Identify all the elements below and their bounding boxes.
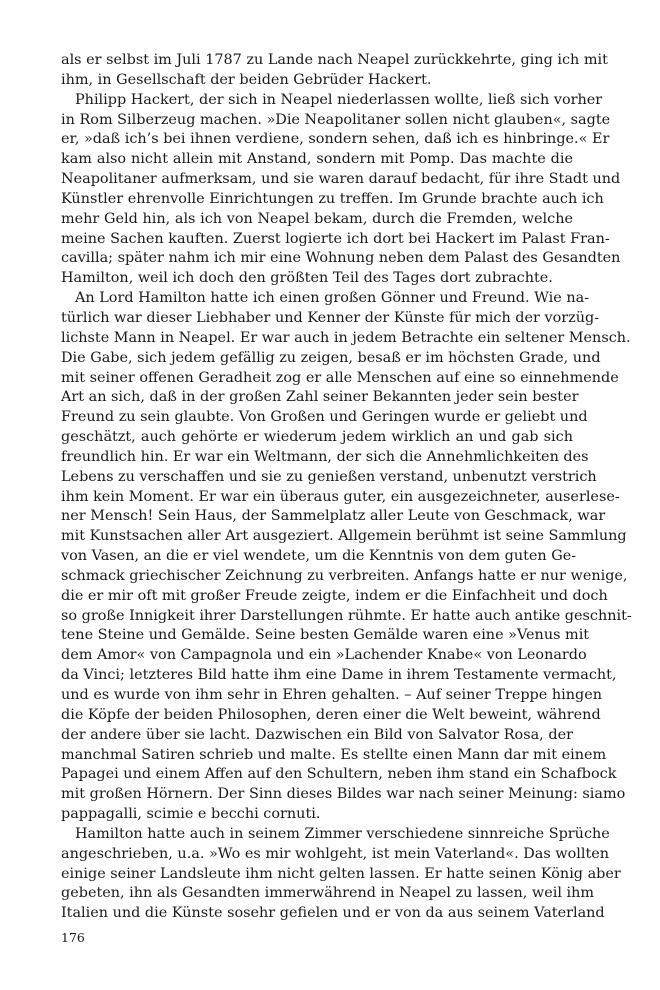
text-line: Hamilton hatte auch in seinem Zimmer verschiedene sinnreiche Sprüche xyxy=(75,825,610,842)
text-line: kam also nicht allein mit Anstand, sondern mit Pomp. Das machte die xyxy=(61,151,573,168)
paragraph xyxy=(61,289,632,825)
text-line: pappagalli, scimie e becchi cornuti. xyxy=(61,806,321,823)
text-line: von Vasen, an die er viel wendete, um die Kenntnis von dem guten Ge- xyxy=(61,548,577,565)
paragraph xyxy=(61,825,621,924)
text-line: mit Kunstsachen aller Art ausgeziert. Allgemein berühmt ist seine Sammlung xyxy=(61,528,627,545)
text-line: er, »daß ich’s bei ihnen verdiene, sondern sehen, daß ich es hinbringe.« Er xyxy=(61,131,610,148)
text-line: Lebens zu verschaffen und sie zu genießen verstand, unbenutzt verstrich xyxy=(61,468,597,485)
text-line: lichste Mann in Neapel. Er war auch in jedem Betrachte ein seltener Mensch. xyxy=(61,329,631,346)
text-line: geschätzt, auch gehörte er wiederum jedem wirklich an und gab sich xyxy=(61,429,573,446)
page-body xyxy=(61,51,632,924)
text-line: meine Sachen kauften. Zuerst logierte ich dort bei Hackert im Palast Fran- xyxy=(61,230,610,247)
text-line: mit seiner offenen Geradheit zog er alle Menschen auf eine so einnehmende xyxy=(61,369,619,386)
text-line: mit großen Hörnern. Der Sinn dieses Bildes war nach seiner Meinung: siamo xyxy=(61,786,626,803)
text-line: als er selbst im Juli 1787 zu Lande nach Neapel zurückkehrte, ging ich mit xyxy=(61,52,608,68)
text-line: mehr Geld hin, als ich von Neapel bekam, durch die Fremden, welche xyxy=(61,210,573,227)
text-line: manchmal Satiren schrieb und malte. Es stellte einen Mann dar mit einem xyxy=(61,746,607,763)
text-line: in Rom Silberzeug machen. »Die Neapolitaner sollen nicht glauben«, sagte xyxy=(61,111,611,128)
page-number: 176 xyxy=(61,930,85,945)
text-line: die er mir oft mit großer Freude zeigte, indem er die Einfachheit und doch xyxy=(61,587,608,604)
text-line: einige seiner Landsleute ihm nicht gelten lassen. Er hatte seinen König aber xyxy=(61,865,621,882)
text-line: und es wurde von ihm sehr in Ehren gehalten. – Auf seiner Treppe hingen xyxy=(61,687,602,703)
text-line: Künstler ehrenvolle Einrichtungen zu treffen. Im Grunde brachte auch ich xyxy=(61,190,604,207)
text-line: der andere über sie lacht. Dazwischen ein Bild von Salvator Rosa, der xyxy=(61,726,573,743)
text-line: Art an sich, daß in der großen Zahl seiner Bekannten jeder sein bester xyxy=(61,389,579,406)
paragraph xyxy=(61,51,608,91)
text-line: Italien und die Künste sosehr gefielen und er von da aus seinem Vaterland xyxy=(61,905,605,922)
text-line: so große Innigkeit ihrer Darstellungen rühmte. Er hatte auch antike geschnit- xyxy=(61,607,632,624)
text-line: Neapolitaner aufmerksam, und sie waren darauf bedacht, für ihre Stadt und xyxy=(61,171,621,188)
paragraph xyxy=(61,91,621,289)
text-line: türlich war dieser Liebhaber und Kenner der Künste für mich der vorzüg- xyxy=(61,309,600,326)
text-line: ner Mensch! Sein Haus, der Sammelplatz aller Leute von Geschmack, war xyxy=(61,508,606,525)
text-line: ihm kein Moment. Er war ein überaus guter, ein ausgezeichneter, auserlese- xyxy=(61,488,620,505)
text-line: freundlich hin. Er war ein Weltmann, der sich die Annehmlichkeiten des xyxy=(61,448,589,465)
text-line: gebeten, ihn als Gesandten immerwährend in Neapel zu lassen, weil ihm xyxy=(61,885,595,902)
text-line: schmack griechischer Zeichnung zu verbreiten. Anfangs hatte er nur wenige, xyxy=(61,567,628,584)
text-line: Hamilton, weil ich doch den größten Teil des Tages dort zubrachte. xyxy=(61,270,553,287)
text-line: Freund zu sein glaubte. Von Großen und Geringen wurde er geliebt und xyxy=(61,409,588,426)
text-line: angeschrieben, u.a. »Wo es mir wohlgeht, ist mein Vaterland«. Das wollten xyxy=(61,845,610,862)
text-line: die Köpfe der beiden Philosophen, deren einer die Welt beweint, während xyxy=(61,706,601,723)
text-line: Papagei und einem Affen auf den Schultern, neben ihm stand ein Schafbock xyxy=(61,766,617,783)
text-line: da Vinci; letzteres Bild hatte ihm eine Dame in ihrem Testamente vermacht, xyxy=(61,667,617,684)
text-line: cavilla; später nahm ich mir eine Wohnung neben dem Palast des Gesandten xyxy=(61,250,621,267)
text-line: An Lord Hamilton hatte ich einen großen Gönner und Freund. Wie na- xyxy=(75,290,590,307)
text-line: Die Gabe, sich jedem gefällig zu zeigen, besaß er im höchsten Grade, und xyxy=(61,349,601,366)
text-line: Philipp Hackert, der sich in Neapel niederlassen wollte, ließ sich vorher xyxy=(75,91,603,108)
text-line: tene Steine und Gemälde. Seine besten Gemälde waren eine »Venus mit xyxy=(61,627,590,644)
text-line: ihm, in Gesellschaft der beiden Gebrüder Hackert. xyxy=(61,71,432,88)
text-line: dem Amor« von Campagnola und ein »Lachender Knabe« von Leonardo xyxy=(61,647,587,664)
